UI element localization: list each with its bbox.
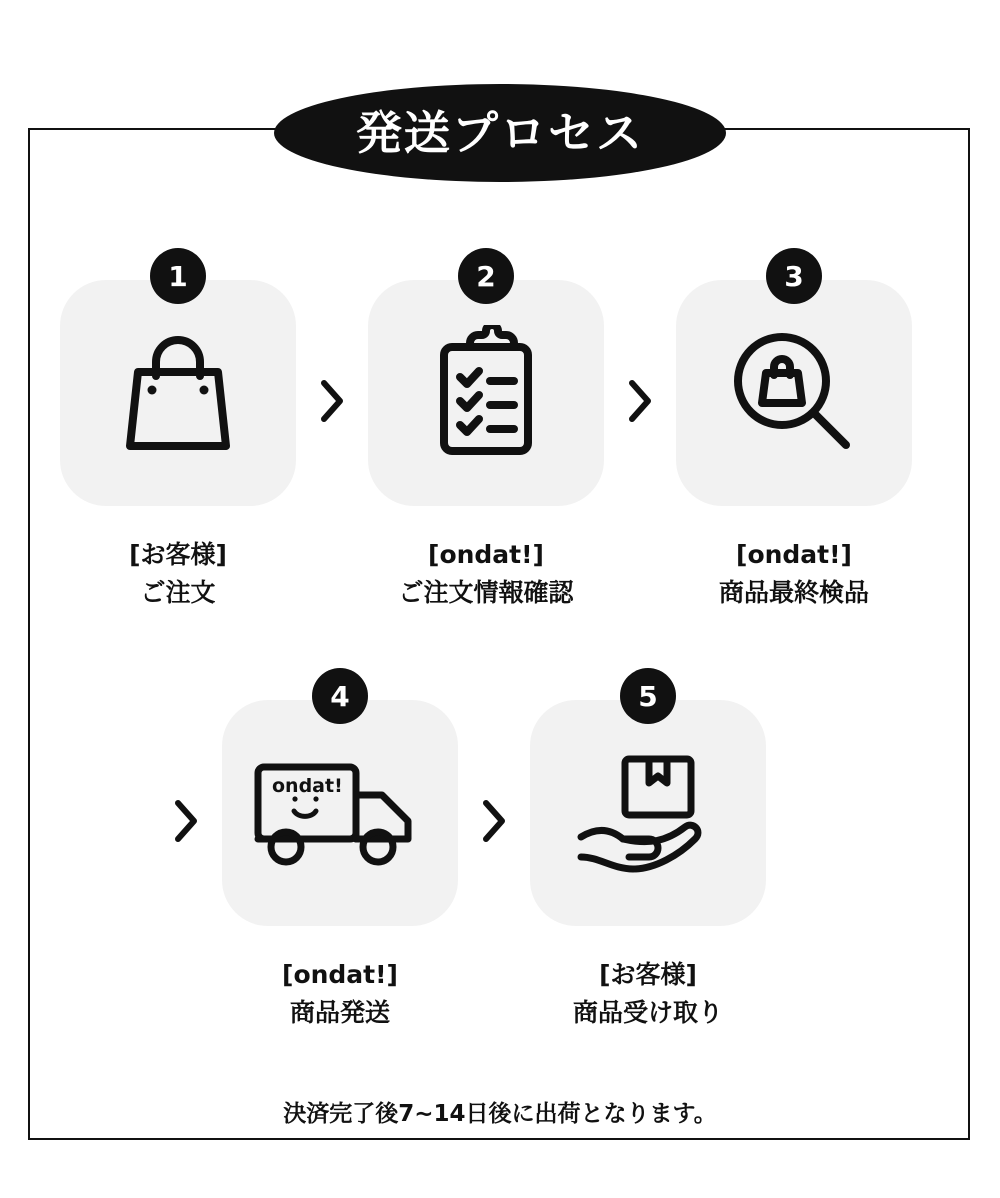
process-step-4 [222,679,458,1031]
step-5-tile [530,700,766,926]
step-3-tile [676,280,912,506]
separator-chevron-4 [458,690,530,844]
step-2-line-2: ご注文情報確認 [398,577,574,607]
step-4-line-1: [ondat!] [282,960,398,989]
separator-chevron-2 [604,270,676,424]
step-2-caption [398,536,573,611]
step-1-tile-wrap [60,259,296,506]
step-5-tile-wrap [530,679,766,926]
step-2-line-1: [ondat!] [428,540,544,569]
step-2-number-badge: 2 [458,248,514,304]
process-step-3 [676,259,912,611]
step-1-tile [60,280,296,506]
step-3-tile-wrap [676,259,912,506]
shopping-bag-icon [118,328,238,458]
step-4-line-2: 商品発送 [289,997,390,1027]
clipboard-checklist-icon [426,325,546,461]
step-1-caption [129,536,227,611]
step-5-caption [573,956,723,1031]
process-row-top [60,259,940,611]
footnote-text: 決済完了後7~14日後に出荷となります。 [283,1101,717,1127]
step-1-number-badge: 1 [150,248,206,304]
step-2-tile [368,280,604,506]
step-5-number-badge: 5 [620,668,676,724]
step-1-line-2: ご注文 [140,577,216,607]
page-title: 発送プロセス [356,106,644,160]
step-4-number-badge: 4 [312,668,368,724]
step-3-line-2: 商品最終検品 [718,577,869,607]
step-3-number-badge: 3 [766,248,822,304]
process-step-2 [368,259,604,611]
step-1-line-1: [お客様] [129,540,227,569]
step-3-line-1: [ondat!] [736,540,852,569]
step-4-tile-wrap [222,679,458,926]
process-row-bottom [150,679,850,1031]
step-2-tile-wrap [368,259,604,506]
step-3-caption [719,536,869,611]
step-4-caption [282,956,398,1031]
truck-brand-label: ondat! [272,775,343,797]
step-5-line-2: 商品受け取り [572,997,723,1027]
hand-package-icon [573,751,723,875]
step-4-tile [222,700,458,926]
process-step-5 [530,679,766,1031]
magnifier-bag-icon [728,327,860,459]
step-5-line-1: [お客様] [599,960,697,989]
separator-chevron-3 [150,690,222,844]
page-title-badge [274,84,726,182]
separator-chevron-1 [296,270,368,424]
delivery-truck-icon [250,751,430,875]
process-step-1 [60,259,296,611]
